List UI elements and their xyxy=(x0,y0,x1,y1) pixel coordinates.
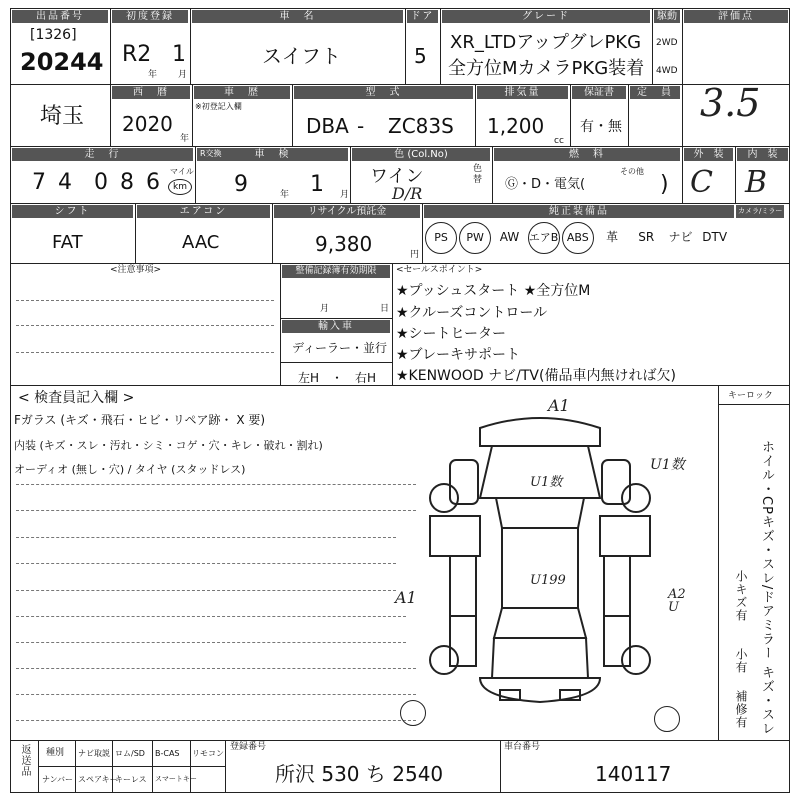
footer-remote: リモコン xyxy=(192,749,224,758)
mileage-digit: 0 xyxy=(94,170,108,195)
spare-tire-circle xyxy=(654,706,680,732)
month-unit: 月 xyxy=(178,70,188,80)
side-note-wheel: ホイル・CPキズ・スレ/ドアミラー キズ・スレ xyxy=(759,440,774,736)
col-line xyxy=(475,84,476,146)
grade-label: グレード xyxy=(442,10,650,23)
col-line xyxy=(735,146,736,203)
col-line xyxy=(135,203,136,263)
front-left-fender xyxy=(450,460,478,504)
drive-2wd: 2WD xyxy=(656,38,678,48)
sales-point: ★シートヒーター xyxy=(396,326,506,342)
footer-plate: ナンバー xyxy=(42,775,74,784)
year-label: 西 暦 xyxy=(112,86,190,99)
equipment-item: PS xyxy=(425,222,457,254)
col-line xyxy=(75,740,76,792)
border-left xyxy=(10,8,11,792)
footer-keyless: キーレス xyxy=(115,775,147,784)
fuel-other: その他 xyxy=(620,167,644,176)
dotted-line xyxy=(16,590,396,591)
equipment-item: DTV xyxy=(702,230,728,244)
trunk xyxy=(492,638,588,678)
dotted-line xyxy=(16,720,416,721)
dotted-line xyxy=(16,300,274,301)
grade-line-1: XR_LTDアップグレPKG xyxy=(450,32,642,53)
equipment-item: ABS xyxy=(562,222,594,254)
col-line xyxy=(682,146,683,203)
windshield xyxy=(496,498,584,528)
col-line xyxy=(190,8,191,84)
left-rear-door xyxy=(450,616,476,666)
col-line xyxy=(628,84,629,146)
footer-bcas: B-CAS xyxy=(155,749,180,758)
fuel-label: 燃 料 xyxy=(494,148,680,161)
dotted-line xyxy=(16,563,396,564)
color-code: D/R xyxy=(392,184,423,203)
mark-a2-right: A2 U xyxy=(668,587,686,615)
reg-month: 1 xyxy=(172,42,186,67)
chassis-number: 140117 xyxy=(595,762,672,786)
model-year-unit: 年 xyxy=(180,134,190,144)
sales-point: ★クルーズコントロール xyxy=(396,305,548,321)
equipment-item: AW xyxy=(499,230,520,244)
dotted-line xyxy=(16,537,396,538)
car-name: スイフト xyxy=(262,44,341,68)
footer-navi-sd: ナビ取説 xyxy=(78,749,110,758)
row-line xyxy=(10,385,790,386)
fuel-options: Ⓖ・D・電気( xyxy=(505,177,586,192)
cc-unit: cc xyxy=(554,136,564,146)
drive-label: 駆動 xyxy=(654,10,680,23)
color-label: 色 (Col.No) xyxy=(352,148,490,161)
mark-u1-side: U1数 xyxy=(650,457,685,473)
dotted-line xyxy=(16,668,416,669)
car-name-label: 車 名 xyxy=(192,10,403,23)
model-dash: - xyxy=(357,114,365,138)
col-line xyxy=(192,84,193,146)
displacement: 1,200 xyxy=(487,114,545,138)
chassis-label: 車台番号 xyxy=(504,742,541,752)
col-line xyxy=(392,263,393,385)
doors: 5 xyxy=(414,44,427,68)
row-line xyxy=(280,362,392,363)
front-right-fender xyxy=(602,460,630,504)
interior-line: 内装 (キズ・スレ・汚れ・シミ・コゲ・穴・キレ・破れ・割れ) xyxy=(14,439,323,452)
col-line xyxy=(195,146,196,203)
drive-4wd: 4WD xyxy=(656,66,678,76)
ext-label: 外 装 xyxy=(684,148,733,161)
border-bottom xyxy=(10,792,790,793)
footer-kind: 種別 xyxy=(46,748,65,758)
front-bumper xyxy=(480,418,600,446)
footer-spare: スペアキー xyxy=(78,775,118,784)
handle-side: 左H ・ 右H xyxy=(298,371,377,385)
dotted-line xyxy=(16,352,274,353)
warranty: 有・無 xyxy=(580,119,622,135)
row-line xyxy=(280,318,392,319)
color: ワイン xyxy=(370,166,424,187)
col-line xyxy=(492,146,493,203)
right-front-door xyxy=(604,556,630,616)
equipment-label: 純正装備品 xyxy=(424,205,734,218)
col-line xyxy=(440,8,441,84)
border-right xyxy=(789,8,790,792)
aircon: AAC xyxy=(182,232,220,253)
sales-point: ★プッシュスタート ★全方位M xyxy=(396,283,591,299)
col-line xyxy=(570,84,571,146)
roof xyxy=(502,528,578,608)
row-line xyxy=(10,146,790,147)
door-label: ドア xyxy=(407,10,438,23)
wheel xyxy=(430,646,458,674)
sales-point: ★KENWOOD ナビ/TV(備品車内無ければ欠) xyxy=(396,368,676,384)
row-line xyxy=(38,766,225,767)
mileage-digit: 8 xyxy=(120,170,134,195)
camera-label: カメラ/ミラー xyxy=(736,205,784,218)
rear-bumper xyxy=(480,678,600,702)
mileage-label: 走 行 xyxy=(12,148,193,161)
col-line xyxy=(405,8,406,84)
plate-number: 所沢 530 ち 2540 xyxy=(275,762,444,786)
shift-label: シフト xyxy=(12,205,133,218)
wheel xyxy=(430,484,458,512)
sales-point: ★ブレーキサポート xyxy=(396,347,520,363)
dotted-line xyxy=(16,616,406,617)
wheel xyxy=(622,646,650,674)
dealer-parallel: ディーラー・並行 xyxy=(292,341,388,355)
col-line xyxy=(500,740,501,792)
side-note-2: 小有 xyxy=(734,648,748,674)
recycle-label: リサイクル預託金 xyxy=(274,205,420,218)
grade-line-2: 全方位MカメラPKG装着 xyxy=(448,58,645,79)
ext-grade: C xyxy=(690,165,713,200)
windshield-line: Fガラス (キズ・飛石・ヒビ・リペア跡・ X 要) xyxy=(14,413,266,427)
col-line xyxy=(280,263,281,385)
mark-a1-left: A1 xyxy=(395,588,417,607)
side-note-1: 小キズ有 xyxy=(734,570,748,622)
record-month-unit: 月 xyxy=(320,304,330,314)
dotted-line xyxy=(16,642,406,643)
score: 3.5 xyxy=(700,81,761,125)
delivery-label: 返送品 xyxy=(19,744,30,777)
car-diagram xyxy=(410,398,670,738)
audio-tire-line: オーディオ (無し・穴) / タイヤ (スタッドレス) xyxy=(14,463,246,476)
equipment-item: エアB xyxy=(528,222,560,254)
first-reg-label: 初度登録 xyxy=(112,10,188,23)
model-prefix: DBA xyxy=(306,114,349,138)
footer-rom: ロム/SD xyxy=(115,749,145,758)
inspect-label: 車 検 xyxy=(197,148,348,161)
inspect-year-unit: 年 xyxy=(280,190,290,200)
record-book-label: 整備記録簿有効期限 xyxy=(282,265,390,278)
inspect-month-unit: 月 xyxy=(340,190,350,200)
col-line xyxy=(110,8,111,146)
mileage-unit-km: km xyxy=(168,179,192,195)
col-line xyxy=(350,146,351,203)
capacity-label: 定 員 xyxy=(630,86,680,99)
col-line xyxy=(292,84,293,146)
spare-tire-circle xyxy=(400,700,426,726)
aircon-label: エアコン xyxy=(137,205,270,218)
warranty-label: 保証書 xyxy=(572,86,626,99)
row-line xyxy=(10,84,790,85)
left-mirror-area xyxy=(430,516,480,556)
mileage-digit: 6 xyxy=(146,170,160,195)
inspect-year: 9 xyxy=(234,172,248,197)
mileage-digit: 7 xyxy=(32,170,46,195)
border-top xyxy=(10,8,790,9)
side-note-3: 補修有 xyxy=(734,690,748,729)
score-label: 評価点 xyxy=(684,10,788,23)
row-line xyxy=(10,263,790,264)
equipment-item: PW xyxy=(459,222,491,254)
color-change-label: 色替 xyxy=(473,164,483,185)
right-rear-door xyxy=(604,616,630,666)
history-label: 車 歴 xyxy=(194,86,290,99)
meter-label: R交換 xyxy=(200,149,222,158)
shift: FAT xyxy=(52,232,83,253)
mark-u199: U199 xyxy=(530,573,566,588)
plate-label: 登録番号 xyxy=(230,742,267,752)
row-line xyxy=(10,203,790,204)
lot-number-small: [1326] xyxy=(30,27,77,43)
col-line xyxy=(682,8,683,146)
mark-a1-front: A1 xyxy=(548,396,570,415)
import-label: 輸入車 xyxy=(282,320,390,333)
right-mirror-area xyxy=(600,516,650,556)
model-year: 2020 xyxy=(122,112,173,136)
equipment-item: SR xyxy=(638,230,655,244)
dotted-line xyxy=(16,484,416,485)
col-line xyxy=(422,203,423,263)
inspection-title: < 検査員記入欄 > xyxy=(18,390,135,406)
cc-label: 排気量 xyxy=(477,86,568,99)
equipment-item: 革 xyxy=(606,230,619,244)
int-grade: B xyxy=(745,165,768,200)
fuel-close: ) xyxy=(660,172,669,197)
reg-era: R2 xyxy=(122,42,152,67)
footer-smartkey: スマートキー xyxy=(155,775,197,783)
caution-label: <注意事項> xyxy=(110,265,162,275)
rear-window xyxy=(494,608,586,638)
left-front-door xyxy=(450,556,476,616)
row-line xyxy=(718,404,790,405)
col-line xyxy=(225,740,226,792)
lot-label: 出品番号 xyxy=(12,10,108,23)
int-label: 内 装 xyxy=(737,148,788,161)
inspect-month: 1 xyxy=(310,172,324,197)
mark-u1-roof: U1数 xyxy=(530,475,563,490)
lot-number: 20244 xyxy=(20,48,104,76)
key-lock-label: キーロック xyxy=(728,391,773,401)
mileage-digit: 4 xyxy=(58,170,72,195)
col-line xyxy=(272,203,273,263)
dotted-line xyxy=(16,510,416,511)
equipment-item: ナビ xyxy=(668,230,693,244)
recycle-fee: 9,380 xyxy=(315,232,373,256)
year-unit: 年 xyxy=(148,70,158,80)
model-code: ZC83S xyxy=(388,114,454,138)
wheel xyxy=(622,484,650,512)
model-label: 型 式 xyxy=(294,86,473,99)
sales-point-label: <セールスポイント> xyxy=(396,265,483,275)
region: 埼玉 xyxy=(40,104,85,129)
record-day-unit: 日 xyxy=(380,304,390,314)
mileage-unit-mile: マイル xyxy=(170,167,194,176)
col-line xyxy=(152,740,153,792)
recycle-unit: 円 xyxy=(410,250,420,260)
hood xyxy=(480,446,600,498)
col-line xyxy=(718,385,719,740)
dotted-line xyxy=(16,694,416,695)
history-sub: ※初登記入欄 xyxy=(195,102,242,111)
row-line xyxy=(10,740,790,741)
dotted-line xyxy=(16,325,274,326)
col-line xyxy=(652,8,653,84)
